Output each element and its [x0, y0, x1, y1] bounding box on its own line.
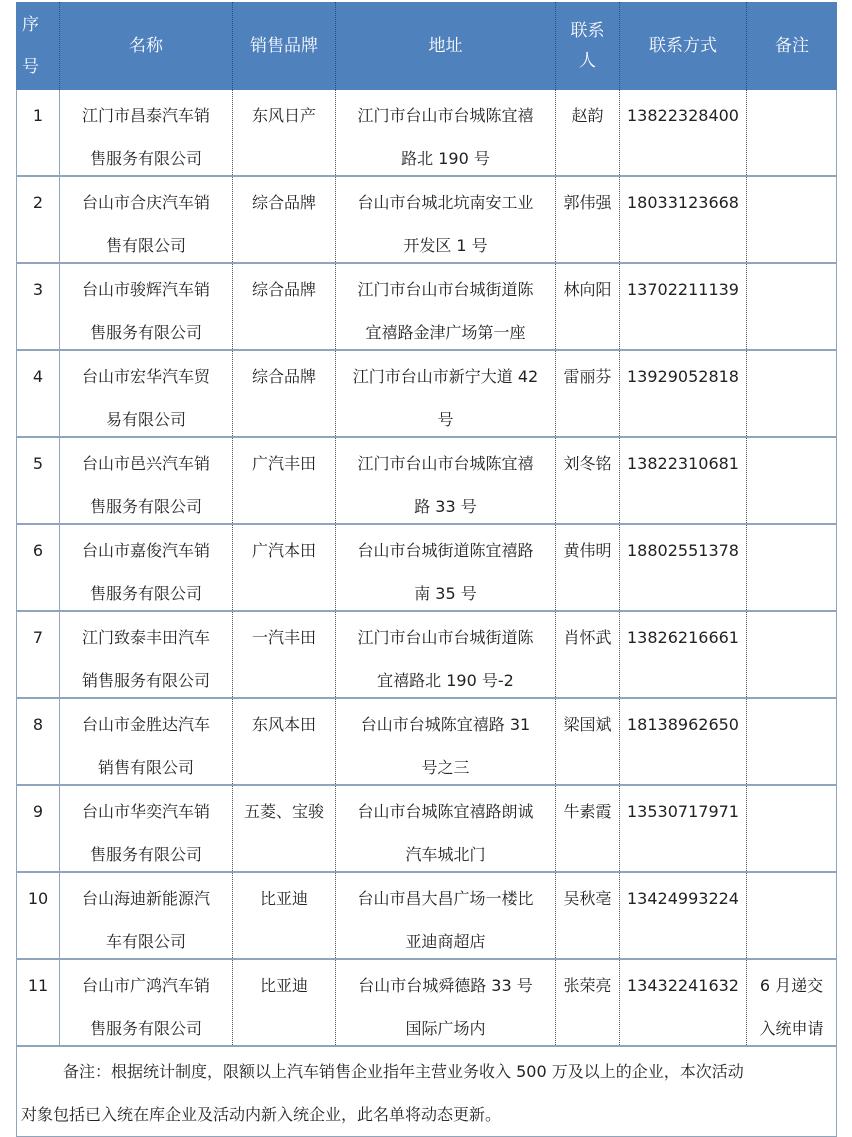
cell-name — [60, 699, 233, 784]
cell-contact — [556, 786, 620, 871]
cell-phone — [620, 786, 747, 871]
cell-brand-text: 广汽丰田 — [251, 454, 316, 473]
header-text: 名称 — [129, 36, 163, 56]
cell-name-text: 台山市广鸿汽车销 — [81, 976, 210, 995]
footnote-line-2: 对象包括已入统在库企业及活动内新入统企业，此名单将动态更新。 — [21, 1105, 502, 1124]
cell-index — [16, 786, 60, 871]
cell-index-text: 4 — [32, 367, 44, 386]
cell-index-text: 10 — [27, 889, 49, 908]
cell-phone-text: 18802551378 — [627, 541, 739, 560]
cell-contact-text: 牛素霞 — [563, 802, 612, 821]
cell-name-text: 台山市骏辉汽车销 — [81, 280, 210, 299]
cell-remark — [747, 699, 837, 784]
cell-name — [60, 90, 233, 175]
cell-phone-text: 13822310681 — [627, 454, 739, 473]
cell-name-text: 江门市昌泰汽车销 — [81, 106, 210, 125]
cell-phone-text: 18138962650 — [627, 715, 739, 734]
cell-phone — [620, 525, 747, 610]
cell-name-text: 台山市华奕汽车销 — [81, 802, 210, 821]
cell-name — [60, 438, 233, 523]
cell-index — [16, 438, 60, 523]
cell-brand-text: 综合品牌 — [251, 193, 316, 212]
cell-name — [60, 177, 233, 262]
header-text: 联系方式 — [649, 36, 717, 56]
header-remark — [747, 2, 837, 90]
header-contact — [556, 2, 620, 90]
table-row — [16, 873, 837, 960]
cell-phone — [620, 264, 747, 349]
cell-contact-text: 刘冬铭 — [563, 454, 612, 473]
cell-index — [16, 699, 60, 784]
dealer-table — [16, 2, 837, 1137]
cell-address-text: 号之三 — [421, 758, 470, 777]
cell-address-text: 江门市台山市台城街道陈 — [357, 280, 534, 299]
cell-name — [60, 351, 233, 436]
cell-brand — [233, 612, 336, 697]
header-address — [336, 2, 556, 90]
header-phone — [620, 2, 747, 90]
cell-brand-text: 五菱、宝骏 — [243, 802, 324, 821]
cell-phone-text: 13702211139 — [627, 280, 739, 299]
cell-name-text: 售服务有限公司 — [89, 323, 202, 342]
cell-brand — [233, 786, 336, 871]
cell-address-text: 台山市昌大昌广场一楼比 — [357, 889, 534, 908]
cell-name-text: 车有限公司 — [105, 932, 186, 951]
cell-address-text: 江门市台山市新宁大道 42 — [352, 367, 539, 386]
cell-address-text: 台山市台城北坑南安工业 — [357, 193, 534, 212]
table-row — [16, 351, 837, 438]
cell-name-text: 台山市邑兴汽车销 — [81, 454, 210, 473]
cell-address-text: 亚迪商超店 — [405, 932, 486, 951]
cell-phone-text: 13432241632 — [627, 976, 739, 995]
cell-address-text: 江门市台山市台城街道陈 — [357, 628, 534, 647]
cell-address — [336, 264, 556, 349]
table-row — [16, 525, 837, 612]
cell-brand — [233, 525, 336, 610]
cell-name-text: 台山市嘉俊汽车销 — [81, 541, 210, 560]
cell-phone-text: 13826216661 — [627, 628, 739, 647]
cell-contact-text: 张荣亮 — [563, 976, 612, 995]
cell-address-text: 台山市台城舜德路 33 号 — [358, 976, 533, 995]
cell-phone — [620, 438, 747, 523]
cell-phone — [620, 351, 747, 436]
cell-name-text: 台山市金胜达汽车 — [81, 715, 210, 734]
cell-name-text: 销售服务有限公司 — [81, 671, 210, 690]
cell-remark — [747, 90, 837, 175]
cell-brand-text: 综合品牌 — [251, 280, 316, 299]
cell-address-text: 江门市台山市台城陈宜禧 — [357, 106, 534, 125]
cell-index — [16, 90, 60, 175]
cell-contact — [556, 699, 620, 784]
cell-brand-text: 综合品牌 — [251, 367, 316, 386]
cell-brand — [233, 90, 336, 175]
cell-contact — [556, 351, 620, 436]
cell-address-text: 宜禧路北 190 号-2 — [377, 671, 514, 690]
header-text: 号 — [22, 57, 39, 77]
table-row — [16, 438, 837, 525]
cell-address-text: 号 — [437, 410, 454, 429]
cell-index-text: 8 — [32, 715, 44, 734]
cell-phone — [620, 873, 747, 958]
cell-brand — [233, 960, 336, 1045]
cell-brand — [233, 351, 336, 436]
cell-address-text: 台山市台城陈宜禧路 31 — [360, 715, 531, 734]
cell-contact-text: 吴秋亳 — [563, 889, 612, 908]
cell-index-text: 7 — [32, 628, 44, 647]
cell-address-text: 路 33 号 — [414, 497, 477, 516]
cell-brand-text: 比亚迪 — [259, 889, 308, 908]
cell-remark-text: 6 月递交 — [759, 976, 824, 995]
cell-name-text: 易有限公司 — [105, 410, 186, 429]
cell-remark — [747, 177, 837, 262]
cell-index — [16, 873, 60, 958]
header-text: 序 — [22, 15, 39, 35]
header-name — [60, 2, 233, 90]
cell-address-text: 宜禧路金津广场第一座 — [365, 323, 526, 342]
cell-brand-text: 东风本田 — [251, 715, 316, 734]
cell-index — [16, 264, 60, 349]
cell-phone — [620, 90, 747, 175]
cell-name — [60, 264, 233, 349]
cell-brand-text: 比亚迪 — [259, 976, 308, 995]
table-row — [16, 960, 837, 1047]
cell-phone — [620, 612, 747, 697]
header-text: 销售品牌 — [250, 36, 318, 56]
cell-index-text: 2 — [32, 193, 44, 212]
cell-index — [16, 612, 60, 697]
cell-address-text: 台山市台城陈宜禧路朗诚 — [357, 802, 534, 821]
cell-phone-text: 13929052818 — [627, 367, 739, 386]
cell-contact — [556, 873, 620, 958]
header-text: 备注 — [775, 36, 809, 56]
cell-name — [60, 873, 233, 958]
cell-contact — [556, 177, 620, 262]
cell-name-text: 售服务有限公司 — [89, 1019, 202, 1038]
cell-name-text: 售有限公司 — [105, 236, 186, 255]
cell-remark — [747, 873, 837, 958]
cell-address — [336, 438, 556, 523]
cell-contact-text: 肖怀武 — [563, 628, 612, 647]
cell-contact-text: 雷丽芬 — [563, 367, 612, 386]
cell-index — [16, 525, 60, 610]
cell-index-text: 11 — [27, 976, 49, 995]
header-text: 人 — [579, 51, 596, 71]
cell-index-text: 3 — [32, 280, 44, 299]
cell-name — [60, 612, 233, 697]
cell-index-text: 5 — [32, 454, 44, 473]
cell-contact — [556, 525, 620, 610]
cell-address-text: 汽车城北门 — [405, 845, 486, 864]
cell-address — [336, 525, 556, 610]
cell-address — [336, 960, 556, 1045]
table-row — [16, 90, 837, 177]
cell-remark — [747, 438, 837, 523]
cell-contact-text: 黄伟明 — [563, 541, 612, 560]
cell-address — [336, 90, 556, 175]
cell-brand — [233, 264, 336, 349]
cell-brand-text: 一汽丰田 — [251, 628, 316, 647]
cell-phone-text: 13530717971 — [627, 802, 739, 821]
cell-remark-text: 入统申请 — [759, 1019, 824, 1038]
cell-contact — [556, 612, 620, 697]
table-row — [16, 177, 837, 264]
cell-name-text: 售服务有限公司 — [89, 497, 202, 516]
cell-brand-text: 广汽本田 — [251, 541, 316, 560]
cell-address — [336, 699, 556, 784]
cell-address-text: 国际广场内 — [405, 1019, 486, 1038]
table-row — [16, 612, 837, 699]
cell-contact — [556, 438, 620, 523]
cell-name-text: 售服务有限公司 — [89, 149, 202, 168]
cell-contact — [556, 264, 620, 349]
cell-name-text: 江门致泰丰田汽车 — [81, 628, 210, 647]
cell-index-text: 6 — [32, 541, 44, 560]
table-row — [16, 699, 837, 786]
cell-address-text: 江门市台山市台城陈宜禧 — [357, 454, 534, 473]
table-row — [16, 786, 837, 873]
table-header — [16, 2, 837, 90]
cell-contact-text: 赵韵 — [571, 106, 604, 125]
cell-brand — [233, 177, 336, 262]
cell-address-text: 南 35 号 — [414, 584, 477, 603]
cell-phone-text: 18033123668 — [627, 193, 739, 212]
cell-index — [16, 960, 60, 1045]
cell-address — [336, 177, 556, 262]
cell-phone-text: 13424993224 — [627, 889, 739, 908]
cell-name-text: 售服务有限公司 — [89, 584, 202, 603]
cell-address — [336, 873, 556, 958]
cell-name — [60, 960, 233, 1045]
cell-brand — [233, 438, 336, 523]
cell-remark — [747, 612, 837, 697]
footnote — [16, 1047, 837, 1137]
cell-brand — [233, 699, 336, 784]
cell-remark — [747, 960, 837, 1045]
cell-name — [60, 525, 233, 610]
cell-contact — [556, 960, 620, 1045]
cell-name-text: 台山市宏华汽车贸 — [81, 367, 210, 386]
cell-address — [336, 351, 556, 436]
cell-index-text: 9 — [32, 802, 44, 821]
cell-name-text: 台山市合庆汽车销 — [81, 193, 210, 212]
cell-index — [16, 177, 60, 262]
cell-name-text: 销售有限公司 — [97, 758, 194, 777]
cell-remark — [747, 525, 837, 610]
cell-name-text: 售服务有限公司 — [89, 845, 202, 864]
header-text: 地址 — [428, 36, 463, 56]
cell-phone-text: 13822328400 — [627, 106, 739, 125]
cell-address-text: 开发区 1 号 — [403, 236, 488, 255]
cell-index — [16, 351, 60, 436]
table-row — [16, 264, 837, 351]
cell-contact-text: 梁国斌 — [563, 715, 612, 734]
cell-address — [336, 786, 556, 871]
cell-address — [336, 612, 556, 697]
cell-phone — [620, 699, 747, 784]
header-text: 联系 — [570, 21, 605, 41]
cell-address-text: 路北 190 号 — [401, 149, 490, 168]
cell-contact — [556, 90, 620, 175]
cell-contact-text: 郭伟强 — [563, 193, 612, 212]
cell-name-text: 台山海迪新能源汽 — [81, 889, 210, 908]
cell-phone — [620, 177, 747, 262]
cell-remark — [747, 786, 837, 871]
cell-remark — [747, 264, 837, 349]
cell-remark — [747, 351, 837, 436]
cell-address-text: 台山市台城街道陈宜禧路 — [357, 541, 534, 560]
header-index — [16, 2, 60, 90]
cell-contact-text: 林向阳 — [563, 280, 612, 299]
cell-brand — [233, 873, 336, 958]
table-body — [16, 90, 837, 1047]
header-brand — [233, 2, 336, 90]
cell-phone — [620, 960, 747, 1045]
cell-name — [60, 786, 233, 871]
cell-brand-text: 东风日产 — [251, 106, 316, 125]
footnote-line-1: 备注：根据统计制度，限额以上汽车销售企业指年主营业务收入 500 万及以上的企业，本次活动 — [63, 1062, 744, 1081]
cell-index-text: 1 — [32, 106, 44, 125]
